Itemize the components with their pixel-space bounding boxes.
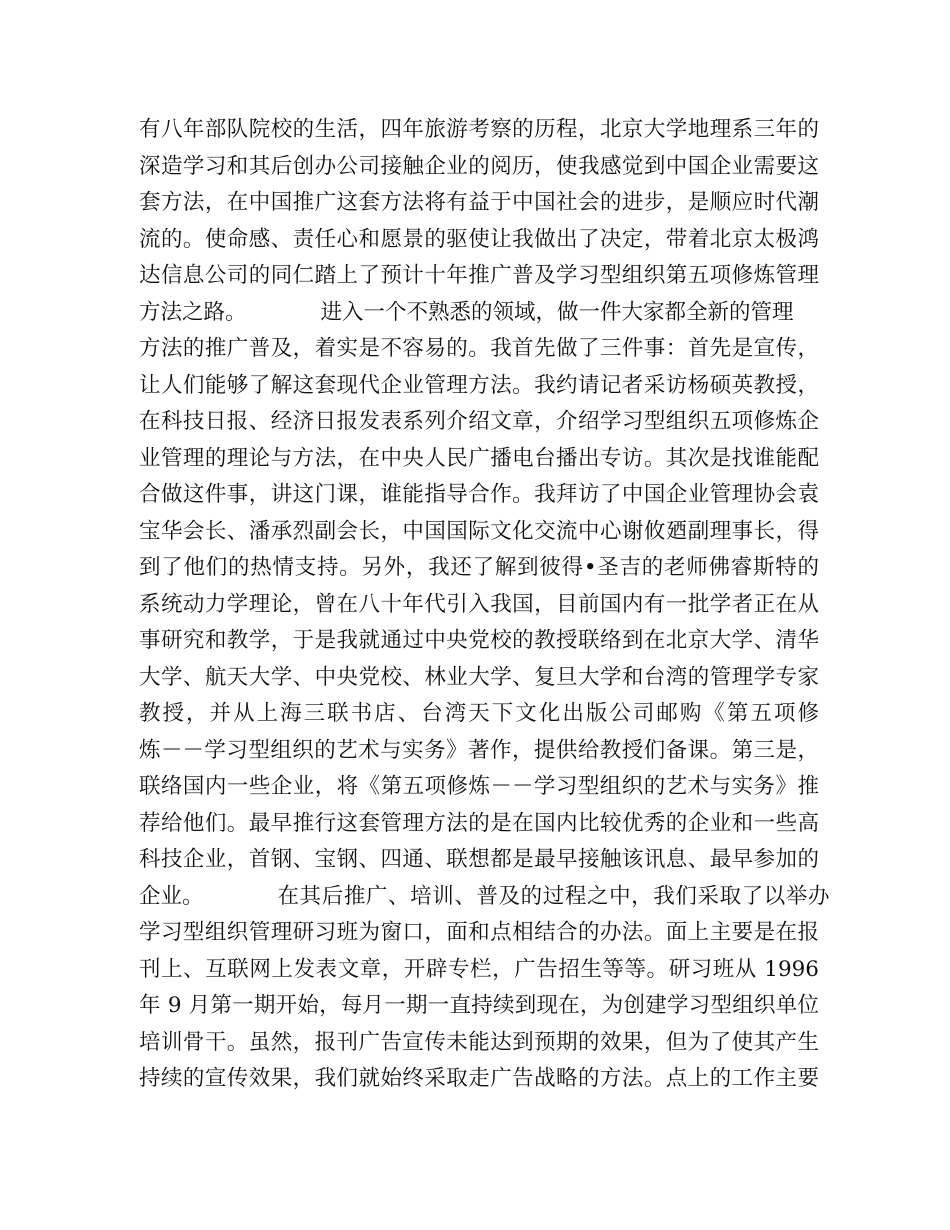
text-line xyxy=(139,295,819,332)
text-line: 有八年部队院校的生活，四年旅游考察的历程，北京大学地理系三年的 xyxy=(139,117,819,142)
text-line: 合做这件事，讲这门课，谁能指导合作。我拜访了中国企业管理协会袁 xyxy=(139,482,819,507)
text-line: 达信息公司的同仁踏上了预计十年推广普及学习型组织第五项修炼管理 xyxy=(139,263,819,288)
text-line: 宝华会长、潘承烈副会长，中国国际文化交流中心谢攸廼副理事长，得 xyxy=(139,518,819,544)
paragraph-start-text: 进入一个不熟悉的领域，做一件大家都全新的管理 xyxy=(320,299,794,325)
paragraph-end-text: 企业。 xyxy=(139,883,204,909)
paragraph-start-text: 在其后推广、培训、普及的过程之中，我们采取了以举办 xyxy=(277,883,830,909)
text-line: 刊上、互联网上发表文章，开辟专栏，广告招生等等。研习班从 1996 xyxy=(139,956,819,982)
text-line: 业管理的理论与方法，在中央人民广播电台播出专访。其次是找谁能配 xyxy=(139,445,819,471)
text-line: 让人们能够了解这套现代企业管理方法。我约请记者采访杨硕英教授， xyxy=(139,372,819,398)
text-line: 炼－－学习型组织的艺术与实务》著作，提供给教授们备课。第三是， xyxy=(139,737,819,763)
text-line: 学习型组织管理研习班为窗口，面和点相结合的办法。面上主要是在报 xyxy=(139,920,819,945)
text-line: 年 9 月第一期开始，每月一期一直持续到现在，为创建学习型组织单位 xyxy=(139,993,819,1018)
text-line: 事研究和教学，于是我就通过中央党校的教授联络到在北京大学、清华 xyxy=(139,628,819,653)
text-line: 流的。使命感、责任心和愿景的驱使让我做出了决定，带着北京太极鸿 xyxy=(139,226,819,252)
text-line: 到了他们的热情支持。另外，我还了解到彼得•圣吉的老师佛睿斯特的 xyxy=(139,555,819,580)
body-text xyxy=(139,112,830,1098)
text-line: 科技企业，首钢、宝钢、四通、联想都是最早接触该讯息、最早参加的 xyxy=(139,847,819,872)
text-line: 系统动力学理论，曾在八十年代引入我国，目前国内有一批学者正在从 xyxy=(139,591,819,617)
text-line: 套方法，在中国推广这套方法将有益于中国社会的进步，是顺应时代潮 xyxy=(139,190,819,215)
text-line: 培训骨干。虽然，报刊广告宣传未能达到预期的效果，但为了使其产生 xyxy=(139,1029,819,1055)
text-line: 持续的宣传效果，我们就始终采取走广告战略的方法。点上的工作主要 xyxy=(139,1066,819,1091)
text-line: 大学、航天大学、中央党校、林业大学、复旦大学和台湾的管理学专家 xyxy=(139,664,819,690)
text-line xyxy=(139,879,830,916)
text-line: 荐给他们。最早推行这套管理方法的是在国内比较优秀的企业和一些高 xyxy=(139,810,819,836)
paragraph-end-text: 方法之路。 xyxy=(139,299,247,325)
text-line: 方法的推广普及，着实是不容易的。我首先做了三件事：首先是宣传， xyxy=(139,336,819,361)
text-line: 在科技日报、经济日报发表系列介绍文章，介绍学习型组织五项修炼企 xyxy=(139,409,819,434)
text-line: 教授，并从上海三联书店、台湾天下文化出版公司邮购《第五项修 xyxy=(139,701,819,726)
text-line: 联络国内一些企业，将《第五项修炼－－学习型组织的艺术与实务》推 xyxy=(139,774,819,799)
text-line: 深造学习和其后创办公司接触企业的阅历，使我感觉到中国企业需要这 xyxy=(139,153,819,179)
